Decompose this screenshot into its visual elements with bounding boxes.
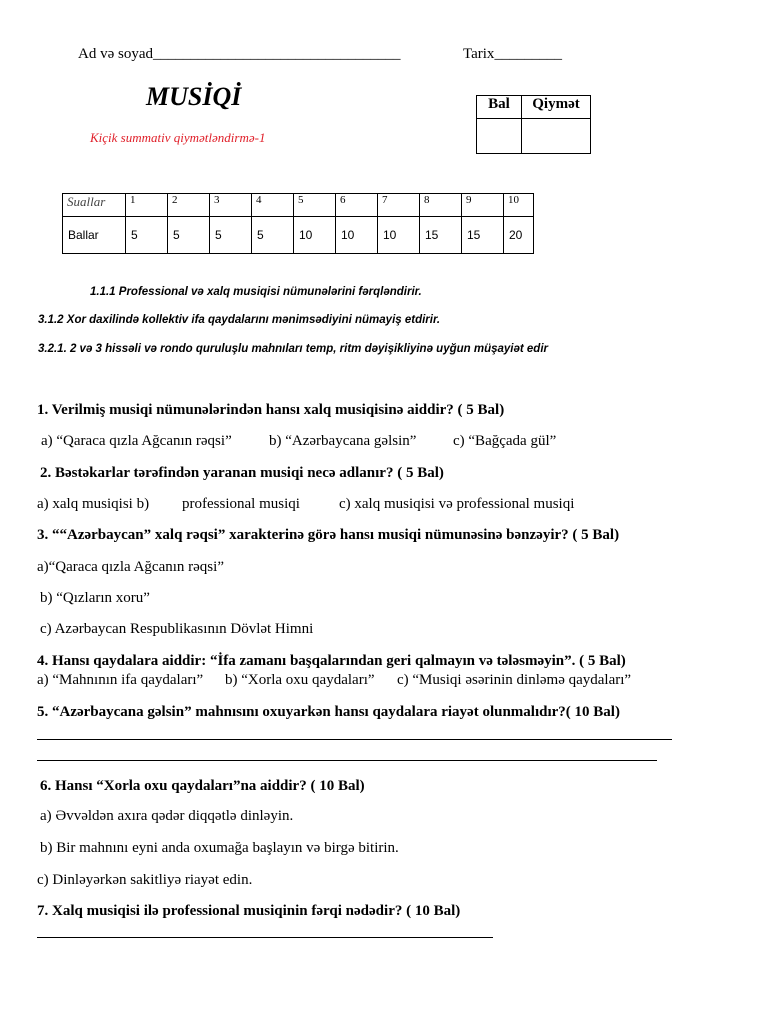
standard-2: 3.1.2 Xor daxilində kollektiv ifa qaydalarını mənimsədiyini nümayiş etdirir. — [38, 314, 441, 326]
table-cell: 10 — [504, 194, 534, 217]
question-6-option-a[interactable]: a) Əvvəldən axıra qədər diqqətlə dinləyin. — [40, 808, 294, 824]
table-cell: 9 — [462, 194, 504, 217]
question-3-option-c[interactable]: c) Azərbaycan Respublikasının Dövlət Himni — [40, 621, 314, 637]
question-6: 6. Hansı “Xorla oxu qaydaları”na aiddir? ( 10 Bal) — [40, 778, 365, 794]
question-4-option-b[interactable]: b) “Xorla oxu qaydaları” — [225, 672, 375, 688]
table-cell: 5 — [210, 217, 252, 254]
question-1: 1. Verilmiş musiqi nümunələrindən hansı xalq musiqisinə aiddir? ( 5 Bal) — [37, 402, 505, 418]
page-title: MUSİQİ — [146, 82, 242, 111]
question-4-option-a[interactable]: a) “Mahnının ifa qaydaları” — [37, 672, 204, 688]
name-label: Ad və soyad — [78, 46, 153, 62]
table-cell: 20 — [504, 217, 534, 254]
answer-line-5b[interactable] — [37, 760, 657, 761]
table-cell: 5 — [294, 194, 336, 217]
table-cell: 5 — [126, 217, 168, 254]
question-6-option-c[interactable]: c) Dinləyərkən sakitliyə riayət edin. — [37, 872, 253, 888]
question-3: 3. ““Azərbaycan” xalq rəqsi” xarakterinə görə hansı musiqi nümunəsinə bənzəyir? ( 5 Bal) — [37, 527, 620, 543]
score-table — [62, 193, 534, 254]
score-row-questions-label: Suallar — [63, 194, 126, 217]
date-field — [463, 46, 562, 63]
table-cell: 4 — [252, 194, 294, 217]
question-2-option-c[interactable]: c) xalq musiqisi və professional musiqi — [339, 496, 575, 512]
grade-table — [476, 95, 591, 154]
question-6-option-b[interactable]: b) Bir mahnını eyni anda oxumağa başlayın və birgə bitirin. — [40, 840, 399, 856]
table-cell: 8 — [420, 194, 462, 217]
question-1-option-b[interactable]: b) “Azərbaycana gəlsin” — [269, 433, 417, 449]
question-1-option-a[interactable]: a) “Qaraca qızla Ağcanın rəqsi” — [41, 433, 232, 449]
table-cell: 15 — [462, 217, 504, 254]
score-row-points-label: Ballar — [63, 217, 126, 254]
question-4: 4. Hansı qaydalara aiddir: “İfa zamanı başqalarından geri qalmayın və tələsməyin”. ( 5 Bal) — [37, 653, 626, 669]
grade-mark-cell[interactable] — [522, 119, 591, 154]
name-blank[interactable]: _________________________________ — [153, 46, 401, 62]
question-3-option-a[interactable]: a)“Qaraca qızla Ağcanın rəqsi” — [37, 559, 224, 575]
question-2: 2. Bəstəkarlar tərəfindən yaranan musiqi necə adlanır? ( 5 Bal) — [40, 465, 444, 481]
answer-line-5a[interactable] — [37, 739, 672, 740]
page-subtitle: Kiçik summativ qiymətləndirmə-1 — [90, 130, 266, 145]
date-label: Tarix — [463, 46, 495, 62]
date-blank[interactable]: _________ — [494, 46, 562, 62]
grade-col-score: Bal — [477, 96, 522, 119]
table-cell: 1 — [126, 194, 168, 217]
table-cell: 15 — [420, 217, 462, 254]
table-cell: 7 — [378, 194, 420, 217]
table-cell: 10 — [378, 217, 420, 254]
grade-score-cell[interactable] — [477, 119, 522, 154]
answer-line-7[interactable] — [37, 937, 493, 938]
table-cell: 5 — [168, 217, 210, 254]
question-5: 5. “Azərbaycana gəlsin” mahnısını oxuyarkən hansı qaydalara riayət olunmalıdır?( 10 Bal) — [37, 704, 620, 720]
table-cell: 10 — [336, 217, 378, 254]
question-3-option-b[interactable]: b) “Qızların xoru” — [40, 590, 150, 606]
table-cell: 5 — [252, 217, 294, 254]
name-field — [78, 46, 401, 63]
question-4-option-c[interactable]: c) “Musiqi əsərinin dinləmə qaydaları” — [397, 672, 632, 688]
grade-col-mark: Qiymət — [522, 96, 591, 119]
question-2-option-b[interactable]: professional musiqi — [182, 496, 300, 512]
question-2-option-a[interactable]: a) xalq musiqisi b) — [37, 496, 150, 512]
question-1-option-c[interactable]: c) “Bağçada gül” — [453, 433, 557, 449]
table-cell: 10 — [294, 217, 336, 254]
table-cell: 6 — [336, 194, 378, 217]
question-7: 7. Xalq musiqisi ilə professional musiqinin fərqi nədədir? ( 10 Bal) — [37, 903, 461, 919]
standard-3: 3.2.1. 2 və 3 hissəli və rondo quruluşlu mahnıları temp, ritm dəyişikliyinə uyğun müşayiət edir — [38, 343, 548, 355]
standard-1: 1.1.1 Professional və xalq musiqisi nümunələrini fərqləndirir. — [90, 286, 422, 298]
table-cell: 3 — [210, 194, 252, 217]
table-cell: 2 — [168, 194, 210, 217]
